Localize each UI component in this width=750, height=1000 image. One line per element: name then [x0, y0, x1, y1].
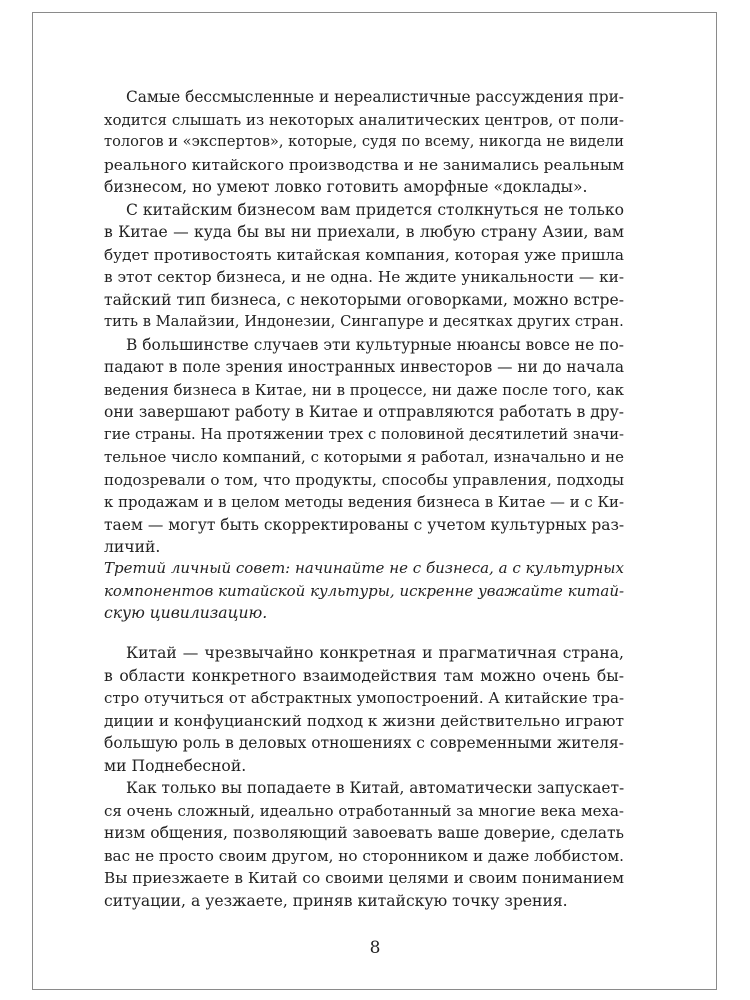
text-line: стро отучиться от абстрактных умопостроений. А китайские тра-: [104, 689, 624, 707]
text-line: таем — могут быть скорректированы с учетом культурных раз-: [104, 515, 625, 534]
text-line: диции и конфуцианский подход к жизни действительно играют: [104, 711, 624, 730]
text-line: ми Поднебесной.: [104, 756, 247, 775]
text-line: ходится слышать из некоторых аналитических центров, от поли-: [104, 110, 624, 129]
body-text-bottom: [104, 642, 624, 912]
advice-block: [104, 557, 624, 625]
text-line: большую роль в деловых отношениях с современными жителя-: [104, 734, 625, 752]
text-line: они завершают работу в Китае и отправляются работать в дру-: [104, 403, 624, 421]
text-line: Вы приезжаете в Китай со своими целями и своим пониманием: [104, 869, 624, 887]
text-line: В большинстве случаев эти культурные нюансы вовсе не по-: [126, 335, 624, 354]
text-line: подозревали о том, что продукты, способы управления, подходы: [104, 470, 624, 489]
page-number: 8: [369, 938, 381, 958]
text-line: ситуации, а уезжаете, приняв китайскую точку зрения.: [104, 891, 568, 910]
text-line: вас не просто своим другом, но сторонником и даже лоббистом.: [104, 846, 624, 865]
advice-line: Третий личный совет: начинайте не с бизнеса, а с культурных: [104, 559, 624, 577]
text-line: реального китайского производства и не занимались реальным: [104, 155, 625, 174]
advice-line: скую цивилизацию.: [104, 604, 268, 622]
text-line: Самые бессмысленные и нереалистичные рассуждения при-: [126, 88, 624, 106]
text-line: низм общения, позволяющий завоевать ваше доверие, сделать: [104, 824, 624, 842]
text-line: будет противостоять китайская компания, которая уже пришла: [104, 245, 624, 264]
text-line: бизнесом, но умеют ловко готовить аморфные «доклады».: [104, 178, 588, 196]
text-line: личий.: [104, 538, 161, 556]
text-line: Китай — чрезвычайно конкретная и прагматичная страна,: [126, 644, 624, 662]
advice-line: компонентов китайской культуры, искренне уважайте китай-: [104, 581, 624, 600]
text-line: падают в поле зрения иностранных инвесторов — ни до начала: [104, 358, 624, 376]
text-line: ся очень сложный, идеально отработанный за многие века меха-: [104, 801, 624, 820]
text-line: ведения бизнеса в Китае, ни в процессе, ни даже после того, как: [104, 380, 625, 399]
text-line: С китайским бизнесом вам придется столкнуться не только: [126, 200, 624, 219]
text-line: тайский тип бизнеса, с некоторыми оговорками, можно встре-: [104, 290, 624, 309]
text-line: гие страны. На протяжении трех с половиной десятилетий значи-: [104, 425, 624, 443]
text-line: тологов и «экспертов», которые, судя по всему, никогда не видели: [104, 133, 625, 150]
text-line: к продажам и в целом методы ведения бизнеса в Китае — и с Ки-: [104, 493, 624, 511]
body-text-top: [104, 86, 624, 559]
text-line: в Китае — куда бы вы ни приехали, в любую страну Азии, вам: [104, 223, 624, 241]
text-line: в этот сектор бизнеса, и не одна. Не ждите уникальности — ки-: [104, 268, 624, 286]
text-line: Как только вы попадаете в Китай, автоматически запускает-: [126, 779, 625, 797]
text-line: тельное число компаний, с которыми я работал, изначально и не: [104, 448, 624, 466]
text-line: тить в Малайзии, Индонезии, Сингапуре и десятках других стран.: [104, 313, 624, 330]
text-line: в области конкретного взаимодействия там можно очень бы-: [104, 666, 624, 685]
